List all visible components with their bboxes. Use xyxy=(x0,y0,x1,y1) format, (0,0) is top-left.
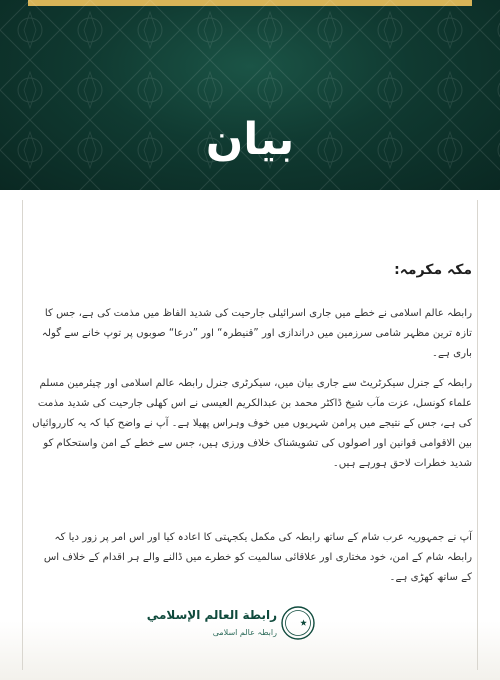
logo-arabic-name: رابطة العالم الإسلامي xyxy=(146,608,277,622)
header-banner xyxy=(0,0,500,190)
statement-paragraph-1: رابطہ عالم اسلامی نے خطے میں جاری اسرائیلی جارحیت کی شدید الفاظ میں مذمت کی ہے، جس کا تازہ ترین مظہر شامی سرزمین میں دراندازی اور ”قنیطرہ“ اور ”درعا“ صوبوں پر توپ خانے سے گولہ باری ہے۔ xyxy=(41,308,472,359)
crescent-emblem-icon xyxy=(281,606,315,640)
frame-line-right xyxy=(477,200,478,670)
statement-paragraph-2: رابطہ کے جنرل سیکرٹریٹ سے جاری بیان میں، سیکرٹری جنرل رابطہ عالم اسلامی اور چیئرمین مسلم علماء کونسل، عزت مآب شیخ ڈاکٹر محمد بن عبدالکریم العیسی نے اس کھلی جارحیت کی شدید مذمت کی ہے، جس کے نتیجے میں پرامن شہریوں میں خوف وہراس پھیلا ہے۔ آپ نے واضح کیا کہ یہ کارروائیاں بین الاقوامی قوانین اور اصولوں کی تشویشناک خلاف ورزی ہیں، جس سے خطے کے امن واستحکام کو شدید خطرات لاحق ہورہے ہیں۔ xyxy=(32,378,472,469)
frame-line-left xyxy=(22,200,23,670)
statement-paragraph-3: آپ نے جمہوریہ عرب شام کے ساتھ رابطہ کی مکمل یکجہتی کا اعادہ کیا اور اس امر پر زور دیا کہ رابطہ شام کے امن، خود مختاری اور علاقائی سالمیت کو خطرے میں ڈالنے والے ہر اقدام کے خلاف اس کے ساتھ کھڑی ہے۔ xyxy=(43,532,472,583)
logo-urdu-name: رابطہ عالم اسلامی xyxy=(212,628,277,637)
muslim-world-league-logo xyxy=(146,606,315,646)
page-title: بیان xyxy=(205,114,295,165)
location-heading: مکہ مکرمہ: xyxy=(394,262,472,278)
